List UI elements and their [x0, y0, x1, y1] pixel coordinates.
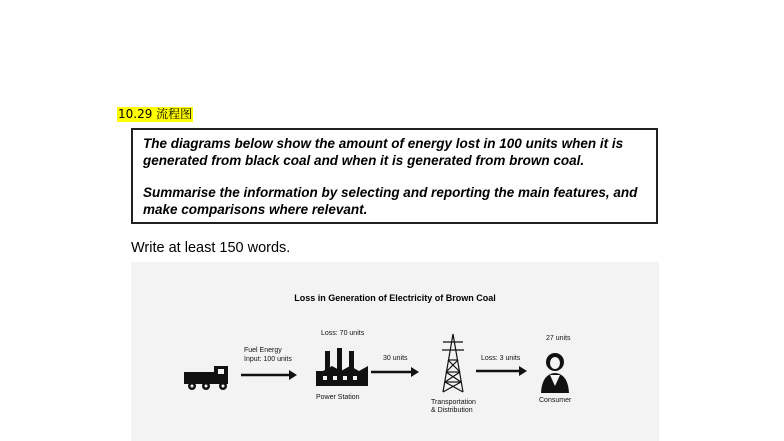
task-prompt-box	[131, 128, 658, 224]
transport-loss-label: Loss: 3 units	[481, 355, 521, 362]
power-station-icon	[316, 348, 368, 386]
diagram-title: Loss in Generation of Electricity of Brown Coal	[294, 293, 496, 303]
fuel-energy-label: Fuel Energy	[244, 347, 282, 354]
station-loss-label: Loss: 70 units	[321, 330, 365, 337]
consumer-units-label: 27 units	[546, 335, 571, 342]
task-paragraph-1: The diagrams below show the amount of energy lost in 100 units when it is generated from black coal and when it is generated from brown coal.	[143, 136, 624, 168]
truck-icon	[184, 366, 228, 390]
consumer-label: Consumer	[539, 397, 572, 404]
arrow-station-to-transport	[371, 367, 419, 377]
consumer-person-icon	[541, 353, 569, 393]
arrow-fuel-to-station	[241, 370, 297, 380]
flow-diagram-graphics	[131, 262, 659, 441]
transmission-tower-icon	[442, 334, 464, 392]
arrow-transport-to-consumer	[476, 366, 527, 376]
units-after-station-label: 30 units	[383, 355, 408, 362]
fuel-input-label: Input: 100 units	[244, 356, 292, 363]
flow-diagram	[131, 262, 659, 441]
section-heading: 10.29 流程图	[118, 107, 193, 121]
word-count-instruction: Write at least 150 words.	[131, 240, 291, 256]
power-station-label: Power Station	[316, 394, 360, 401]
task-paragraph-2: Summarise the information by selecting and reporting the main features, and make comparisons where relevant.	[143, 185, 638, 217]
transport-label-2: & Distribution	[431, 407, 473, 414]
transport-label-1: Transportation	[431, 399, 476, 406]
